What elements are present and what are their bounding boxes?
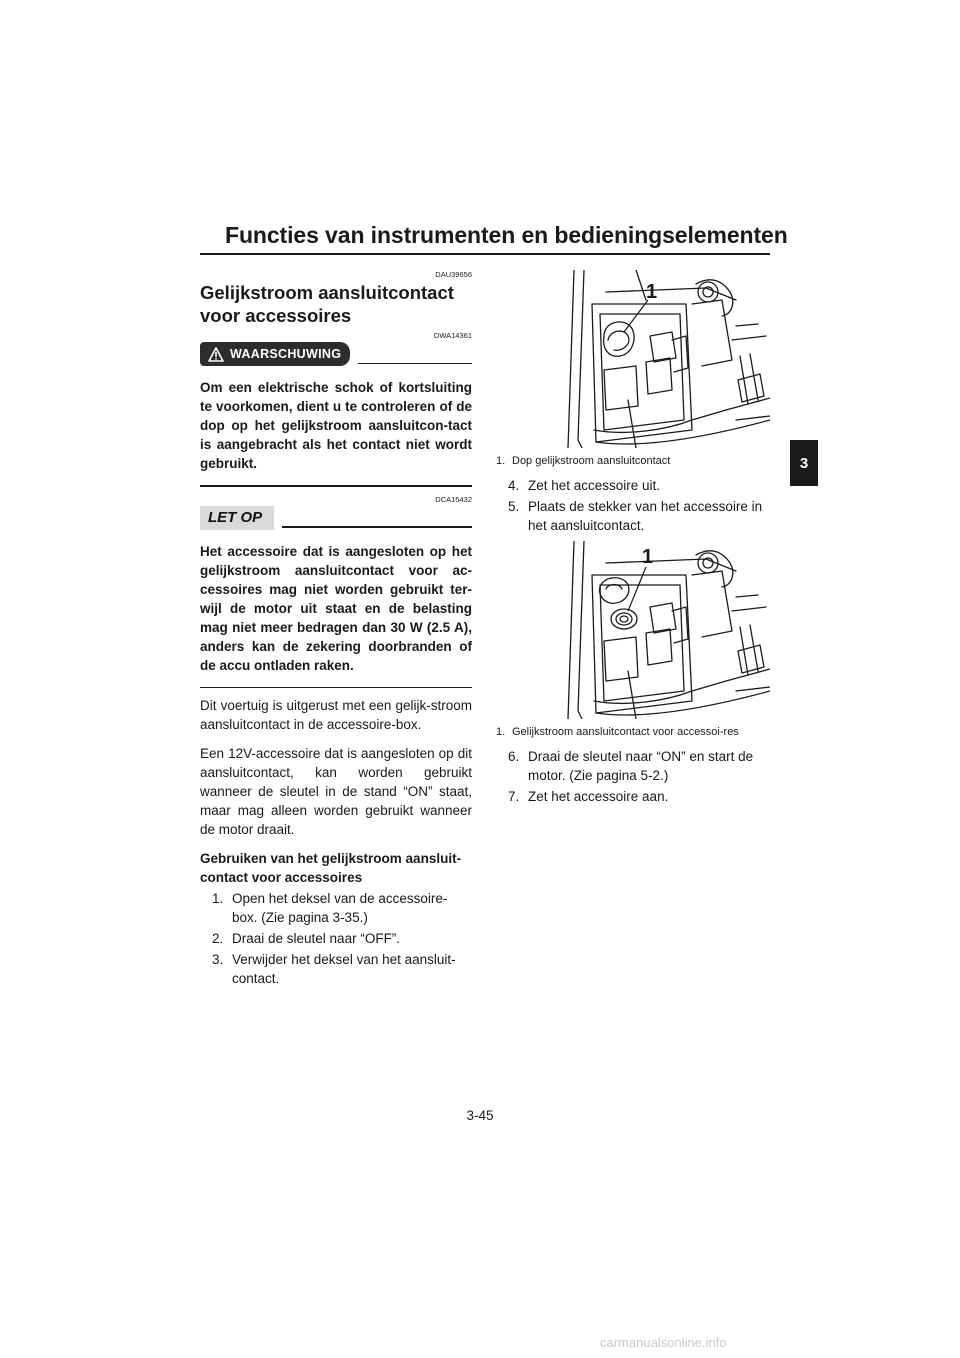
callout-leader-1 [624,300,648,332]
steps-list-right-a [496,476,770,535]
step-item: 7. Zet het accessoire aan. [508,789,669,804]
warning-end-rule [200,485,472,487]
chapter-tab[interactable]: 3 [790,440,818,486]
section-code: DAU39656 [435,270,472,279]
caution-header [200,506,472,530]
figure-1-caption: 1. Dop gelijkstroom aansluitcontact [496,455,671,467]
subheading: Gebruiken van het gelijkstroom aansluit-contact voor accessoires [200,851,462,885]
header-rule [200,253,770,255]
figure-2-caption: 1. Gelijkstroom aansluitcontact voor accessoi-res [496,726,739,738]
body-paragraph-2: Een 12V-accessoire dat is aangesloten op dit aansluitcontact, kan worden gebruikt wanneer de sleutel in de stand “ON” staat, maar mag alleen worden gebruikt wanneer de motor draait. [200,746,472,837]
step-item: 6. Draai de sleutel naar “ON” en start de motor. (Zie pagina 5-2.) [508,749,754,783]
figure-1-illustration [496,270,770,448]
steps-list-right-b [496,747,770,806]
watermark: carmanualsonline.info [600,1335,727,1350]
right-column [496,270,770,808]
step-item: 3. Verwijder het deksel van het aansluit-contact. [212,952,456,986]
step-item: 4. Zet het accessoire uit. [508,478,661,493]
left-column [200,270,472,990]
caution-header-rule [282,526,472,528]
warning-triangle-icon [208,347,224,362]
figure-2 [496,541,770,739]
figure-2-illustration [496,541,770,719]
caution-end-rule [200,687,472,689]
callout-number-1: 1 [646,281,658,303]
steps-list-left [200,889,472,988]
page-number: 3-45 [466,1108,494,1123]
callout-leader-2 [628,567,646,611]
caution-badge: LET OP [200,506,274,530]
warning-text: Om een elektrische schok of kortsluiting te voorkomen, dient u te controleren of de dop op het gelijkstroom aansluitcon-tact is aangebracht als het contact niet wordt gebruikt. [200,380,472,471]
step-item: 1. Open het deksel van de accessoire-box. (Zie pagina 3-35.) [212,891,448,925]
caution-text: Het accessoire dat is aangesloten op het gelijkstroom aansluitcontact voor ac-cessoires mag niet worden gebruikt ter-wijl de motor uit staat en de belasting mag niet meer bedragen dan 30 W (2.5 A), anders kan de zekering doorbranden of de accu ontladen raken. [200,543,472,673]
warning-header-rule [358,363,472,365]
body-paragraph-1: Dit voertuig is uitgerust met een gelijk-stroom aansluitcontact in de accessoire-box. [200,698,472,732]
step-item: 5. Plaats de stekker van het accessoire in het aansluitcontact. [508,499,763,533]
callout-number-2: 1 [642,546,654,568]
figure-1 [496,270,770,468]
warning-code: DWA14361 [433,331,472,340]
warning-header [200,342,472,366]
warning-label: WAARSCHUWING [230,346,342,361]
section-title: Gelijkstroom aansluitcontact voor accessoires [200,282,454,326]
page-header-title: Functies van instrumenten en bedieningselementen [225,222,788,248]
warning-badge [200,342,350,366]
caution-code: DCA15432 [435,494,472,504]
step-item: 2. Draai de sleutel naar “OFF”. [212,931,401,946]
